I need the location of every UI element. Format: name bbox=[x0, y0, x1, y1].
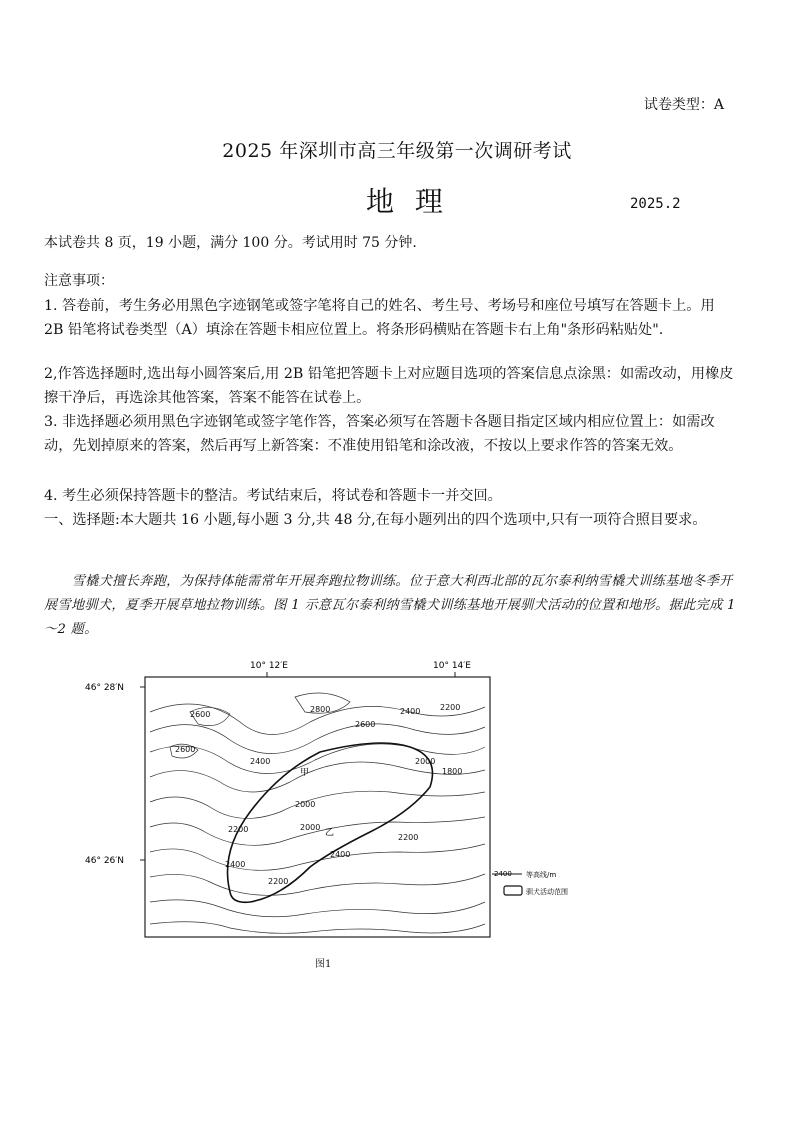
training-area-outline bbox=[228, 743, 436, 902]
contour-label: 2400 bbox=[225, 860, 246, 869]
exam-summary: 本试卷共 8 页，19 小题，满分 100 分。考试用时 75 分钟. bbox=[44, 235, 417, 251]
lat-label-2: 46° 26′N bbox=[85, 856, 125, 866]
map-legend bbox=[486, 864, 616, 904]
notice-item-3: 3. 非选择题必须用黑色字迹钢笔或签字笔作答，答案必须写在答题卡各题目指定区域内相应位置上：如需改动，先划掉原来的答案，然后再写上新答案：不准使用铅笔和涂改液，不按以上要求作答的答案无效。 bbox=[44, 414, 715, 454]
question-intro: 雪橇犬擅长奔跑，为保持体能需常年开展奔跑拉物训练。位于意大利西北部的瓦尔泰利纳雪橇犬训练基地冬季开展雪地驯犬，夏季开展草地拉物训练。图 1 示意瓦尔泰利纳雪橇犬训练基地开展驯犬活动的位置和地形。据此完成 1～2 题。 bbox=[44, 574, 736, 637]
contour-label: 2200 bbox=[398, 833, 419, 842]
exam-date: 2025.2 bbox=[630, 196, 681, 212]
lon-label-2: 10° 14′E bbox=[433, 661, 471, 671]
marker-jia: 甲 bbox=[300, 768, 310, 778]
contour-label: 2200 bbox=[440, 703, 461, 712]
contour-label: 2800 bbox=[310, 705, 331, 714]
contour-label: 2000 bbox=[415, 757, 436, 766]
lat-label-1: 46° 28′N bbox=[85, 683, 125, 693]
exam-title: 2025 年深圳市高三年级第一次调研考试 bbox=[222, 140, 572, 162]
section-heading: 一、选择题:本大题共 16 小题,每小题 3 分,共 48 分,在每小题列出的四个选项中,只有一项符合照目要求。 bbox=[44, 512, 707, 528]
marker-yi: 乙 bbox=[325, 828, 335, 838]
contour-label: 2600 bbox=[175, 745, 196, 754]
contour-label: 2600 bbox=[190, 710, 211, 719]
legend-contour-label: 等高线/m bbox=[526, 871, 557, 879]
notice-item-1: 1. 答卷前，考生务必用黑色字迹钢笔或签字笔将自己的姓名、考生号、考场号和座位号填写在答题卡上。用 2B 铅笔将试卷类型（A）填涂在答题卡相应位置上。将条形码横贴在答题卡右上角"条形码粘贴处". bbox=[44, 298, 715, 338]
contour-label: 2000 bbox=[295, 800, 316, 809]
topographic-map bbox=[80, 652, 550, 972]
legend-contour-value: 2400 bbox=[494, 870, 512, 878]
figure-caption: 图1 bbox=[315, 959, 332, 970]
contour-label: 2200 bbox=[268, 877, 289, 886]
notice-item-2: 2,作答选择题时,选出每小圆答案后,用 2B 铅笔把答题卡上对应题目选项的答案信息点涂黑：如需改动，用橡皮擦干净后，再选涂其他答案，答案不能答在试卷上。 bbox=[44, 366, 734, 406]
contour-label: 2000 bbox=[300, 823, 321, 832]
legend-area-label: 驯犬活动范围 bbox=[526, 888, 568, 896]
contour-label: 2400 bbox=[330, 850, 351, 859]
subject-title: 地 理 bbox=[366, 185, 449, 218]
contour-label: 2600 bbox=[355, 720, 376, 729]
lon-label-1: 10° 12′E bbox=[250, 661, 288, 671]
contour-label: 2400 bbox=[400, 707, 421, 716]
contour-label: 1800 bbox=[442, 767, 463, 776]
contour-label: 2200 bbox=[228, 825, 249, 834]
notice-item-4: 4. 考生必须保持答题卡的整洁。考试结束后，将试卷和答题卡一并交回。 bbox=[44, 488, 502, 504]
notice-heading: 注意事项： bbox=[44, 273, 114, 289]
paper-type: 试卷类型：A bbox=[643, 97, 724, 113]
contour-label: 2400 bbox=[250, 757, 271, 766]
contour-lines bbox=[150, 693, 485, 933]
